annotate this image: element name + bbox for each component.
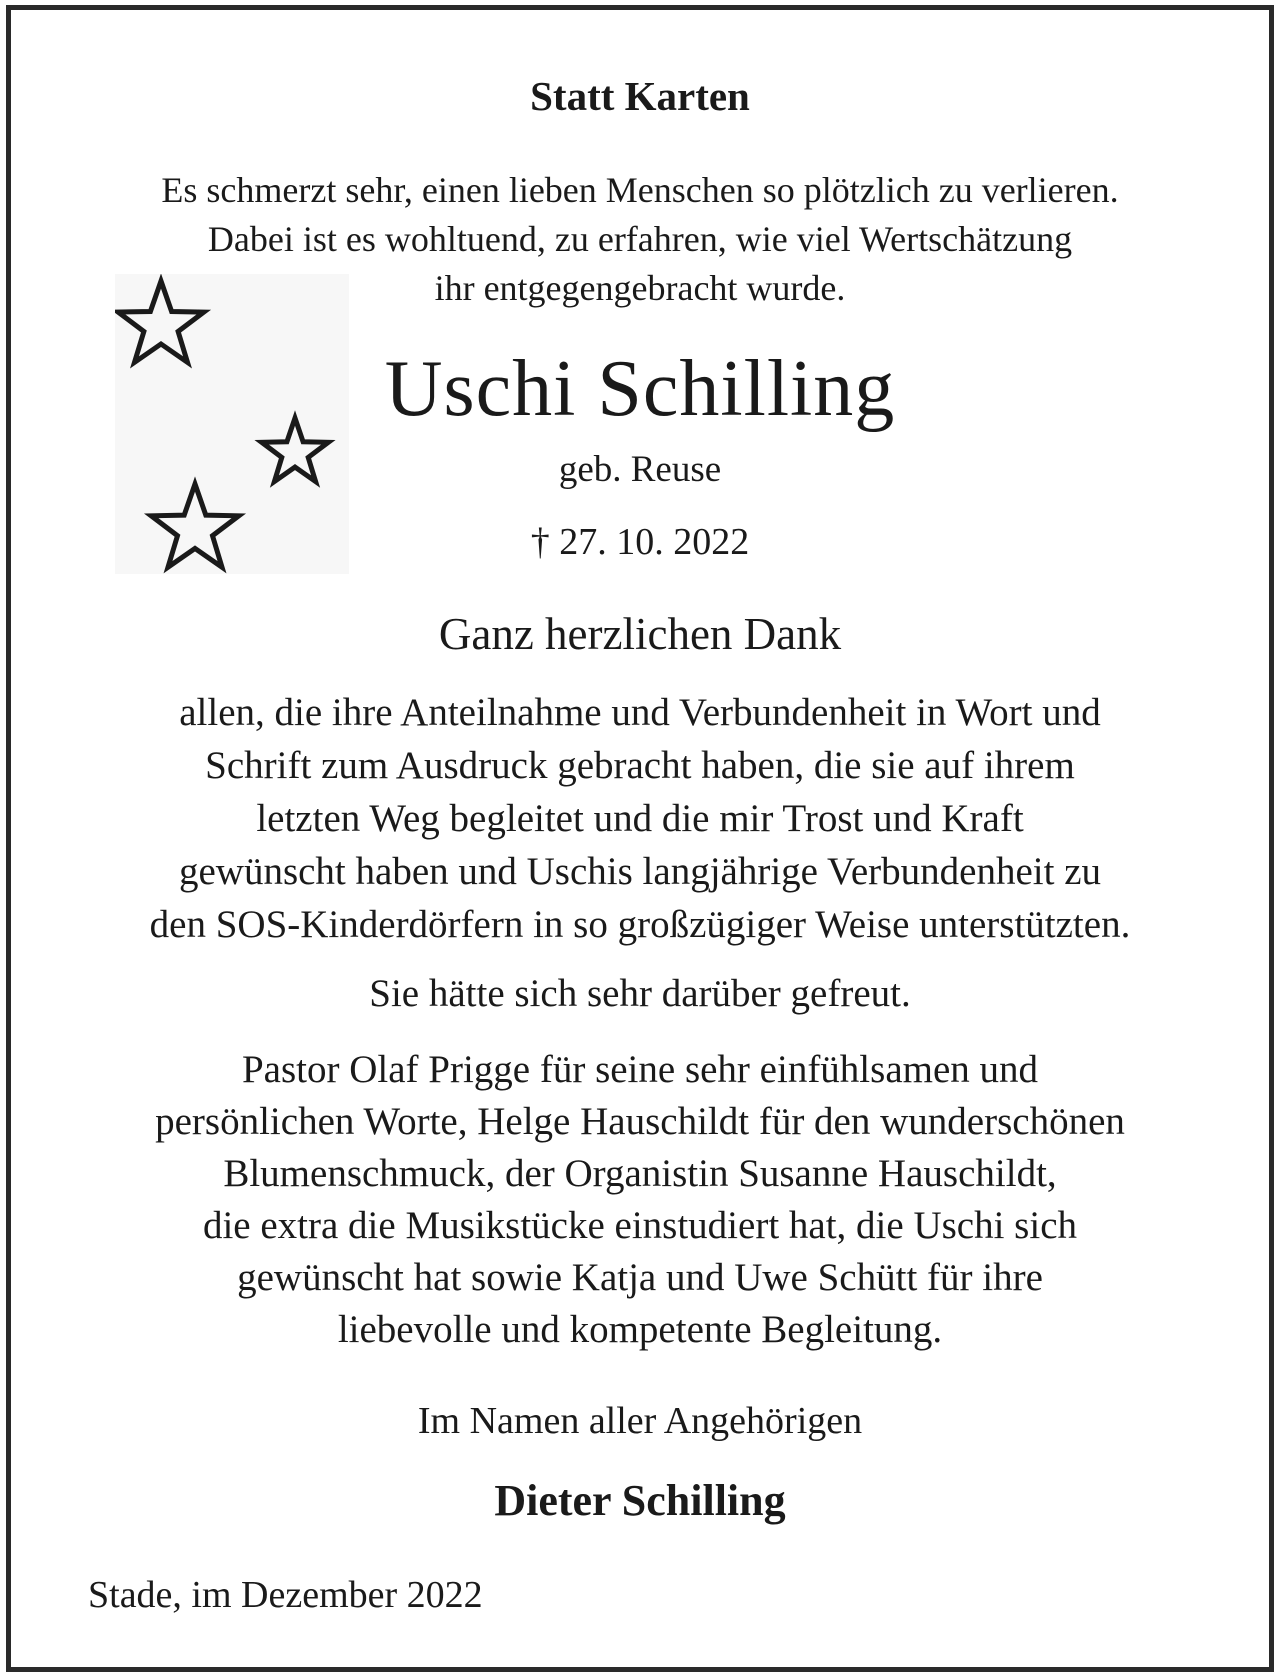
persons-line: Pastor Olaf Prigge für seine sehr einfühlsamen und — [241, 1048, 1039, 1091]
persons-thanked — [11, 1044, 1269, 1356]
thanks-heading: Ganz herzlichen Dank — [438, 609, 842, 659]
header-title: Statt Karten — [530, 73, 750, 119]
birth-name: geb. Reuse — [558, 449, 722, 490]
death-date: † 27. 10. 2022 — [530, 521, 750, 563]
persons-line: die extra die Musikstücke einstudiert hat, die Uschi sich — [202, 1204, 1078, 1247]
persons-line: Blumenschmuck, der Organistin Susanne Hauschildt, — [223, 1152, 1057, 1195]
intro-line: Es schmerzt sehr, einen lieben Menschen so plötzlich zu verlieren. — [161, 170, 1119, 210]
thanks-line: den SOS-Kinderdörfern in so großzügiger Weise unterstützten. — [149, 903, 1131, 946]
pleased-line: Sie hätte sich sehr darüber gefreut. — [369, 972, 911, 1015]
obituary-card — [6, 5, 1274, 1672]
persons-line: gewünscht hat sowie Katja und Uwe Schütt für ihre — [237, 1256, 1043, 1299]
intro-line: ihr entgegengebracht wurde. — [434, 268, 846, 308]
persons-line: persönlichen Worte, Helge Hauschildt für den wunderschönen — [155, 1100, 1125, 1143]
persons-line: liebevolle und kompetente Begleitung. — [337, 1308, 943, 1351]
thanks-line: allen, die ihre Anteilnahme und Verbundenheit in Wort und — [179, 691, 1101, 734]
signer-name: Dieter Schilling — [494, 1476, 786, 1525]
thanks-line: letzten Weg begleitet und die mir Trost und Kraft — [256, 797, 1024, 840]
deceased-name: Uschi Schilling — [384, 345, 896, 433]
intro-line: Dabei ist es wohltuend, zu erfahren, wie viel Wertschätzung — [207, 219, 1073, 259]
thanks-line: Schrift zum Ausdruck gebracht haben, die sie auf ihrem — [205, 744, 1075, 787]
place-date: Stade, im Dezember 2022 — [88, 1574, 483, 1616]
thanks-body — [11, 686, 1269, 951]
intro-text — [11, 166, 1269, 313]
thanks-line: gewünscht haben und Uschis langjährige Verbundenheit zu — [178, 850, 1102, 893]
on-behalf-line: Im Namen aller Angehörigen — [417, 1400, 863, 1442]
